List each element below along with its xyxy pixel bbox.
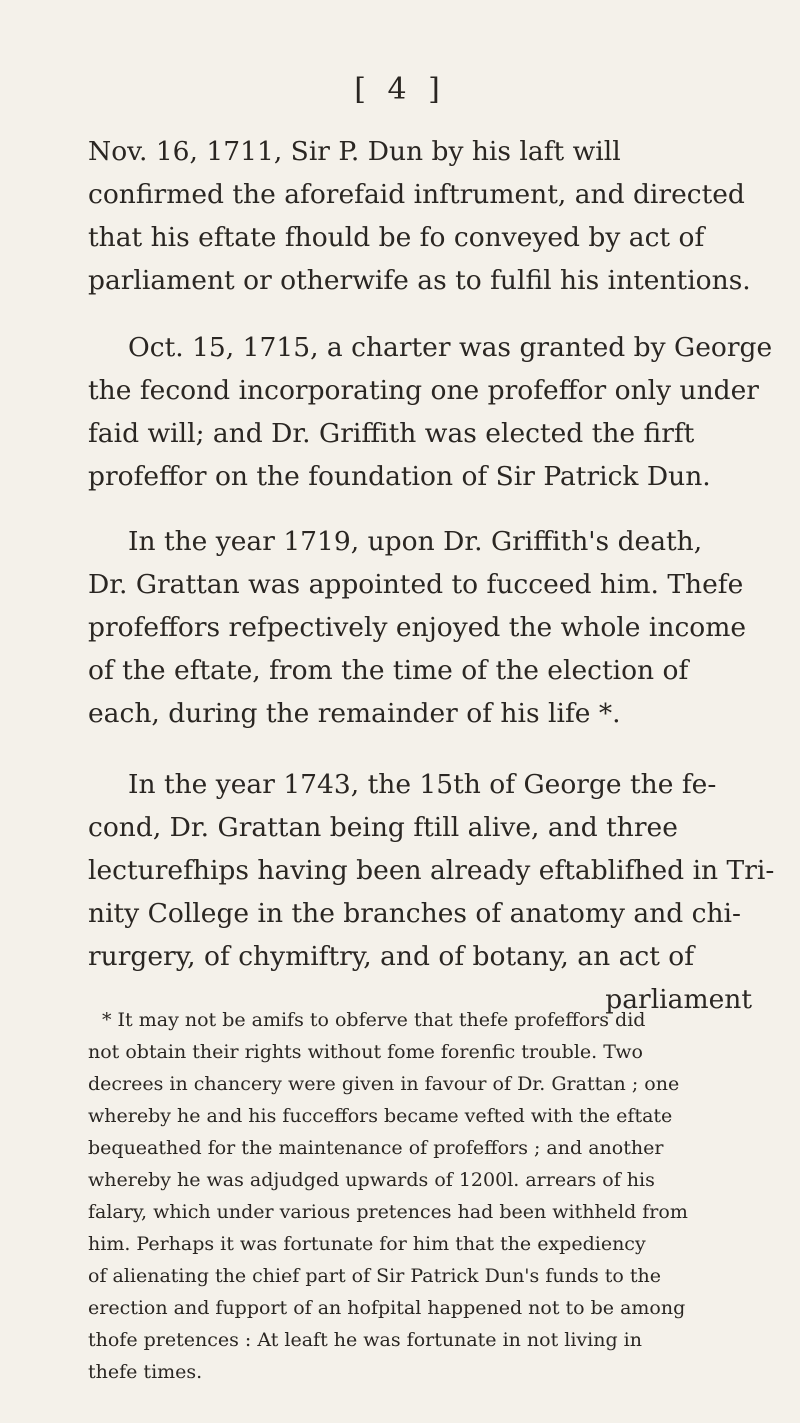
text-line: confirmed the aforefaid inftrument, and directed xyxy=(88,179,745,210)
catchword: parliament xyxy=(605,984,752,1015)
text-line: Oct. 15, 1715, a charter was granted by George xyxy=(128,332,773,363)
paragraph-4 xyxy=(88,763,775,1021)
footnote-line: whereby he and his fucceffors became vefted with the eftate xyxy=(88,1105,673,1127)
text-line: lecturefhips having been already eftablifhed in Tri- xyxy=(88,855,775,886)
text-line: In the year 1743, the 15th of George the fe- xyxy=(128,769,717,800)
footnote-line: decrees in chancery were given in favour of Dr. Grattan ; one xyxy=(88,1073,680,1095)
footnote-line: whereby he was adjudged upwards of 1200l. arrears of his xyxy=(88,1169,655,1191)
main-text xyxy=(88,130,775,1021)
text-line: faid will; and Dr. Griffith was elected the firft xyxy=(88,418,695,449)
footnote xyxy=(88,1004,768,1388)
footnote-line: him. Perhaps it was fortunate for him that the expediency xyxy=(88,1233,646,1255)
text-line: that his eftate fhould be fo conveyed by act of xyxy=(88,222,705,253)
text-line: the fecond incorporating one profeffor only under xyxy=(88,375,759,406)
text-line: profeffors refpectively enjoyed the whole income xyxy=(88,612,747,643)
footnote-line: falary, which under various pretences had been withheld from xyxy=(88,1201,688,1223)
footnote-line: of alienating the chief part of Sir Patrick Dun's funds to the xyxy=(88,1265,662,1287)
text-line: In the year 1719, upon Dr. Griffith's death, xyxy=(128,526,703,557)
footnote-line: not obtain their rights without fome forenfic trouble. Two xyxy=(88,1041,643,1063)
footnote-line: * It may not be amifs to obferve that thefe profeffors did xyxy=(102,1009,646,1031)
paragraph-3 xyxy=(88,520,768,735)
text-line: parliament or otherwife as to fulfil his intentions. xyxy=(88,265,751,296)
text-line: cond, Dr. Grattan being ftill alive, and three xyxy=(88,812,678,843)
footnote-line: thefe times. xyxy=(88,1361,203,1383)
text-line: nity College in the branches of anatomy and chi- xyxy=(88,898,741,929)
text-line: Dr. Grattan was appointed to fucceed him. Thefe xyxy=(88,569,744,600)
text-line: Nov. 16, 1711, Sir P. Dun by his laft will xyxy=(88,136,621,167)
page-number: [ 4 ] xyxy=(354,72,446,107)
footnote-line: erection and fupport of an hofpital happened not to be among xyxy=(88,1297,686,1319)
paragraph-2 xyxy=(88,326,773,498)
text-line: each, during the remainder of his life *. xyxy=(88,698,621,729)
text-line: profeffor on the foundation of Sir Patrick Dun. xyxy=(88,461,711,492)
footnote-line: bequeathed for the maintenance of profeffors ; and another xyxy=(88,1137,664,1159)
footnote-line: thofe pretences : At leaft he was fortunate in not living in xyxy=(88,1329,642,1351)
text-line: of the eftate, from the time of the election of xyxy=(88,655,689,686)
text-line: rurgery, of chymiftry, and of botany, an act of xyxy=(88,941,695,972)
paragraph-1 xyxy=(88,130,768,302)
